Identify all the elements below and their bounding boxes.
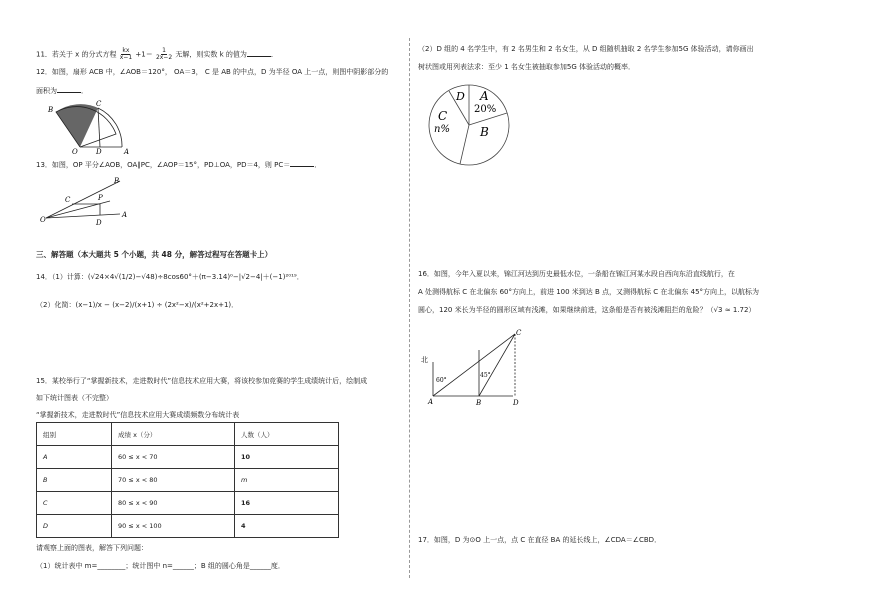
q12-label-b: B [48, 106, 54, 114]
pie-chart-figure [424, 80, 524, 170]
q16-label-d: D [513, 399, 519, 407]
q13-label-p: P [98, 194, 103, 202]
q11-fraction-2: $\frac{1}{2x-2}$ [155, 47, 173, 61]
q13-label-o: O [40, 216, 46, 224]
question-15-line2: 如下统计图表（不完整） [36, 394, 113, 402]
q13-angle-figure [38, 175, 148, 230]
q11-answer-blank [247, 49, 271, 57]
question-12-line1: 12．如图，扇形 ACB 中，∠AOB＝120°， OA＝3， C 是 AB 的中点，D 为半径 OA 上一点，则图中阴影部分的 [36, 68, 389, 76]
q13-label-c: C [65, 196, 71, 204]
q13-label-b: B [114, 177, 120, 185]
pie-label-c: C [438, 109, 448, 123]
question-16-line1: 16．如图，今年入夏以来，锦江河达到历史最低水位，一条船在锦江河某水段自西向东沿直线航行，在 [418, 270, 735, 278]
q16-label-c: C [516, 329, 522, 337]
question-15-part2-line2: 树状图或用列表法求：至少 1 名女生被抽取参加5G 体验活动的概率． [418, 63, 636, 71]
question-14-part1: 14．（1）计算：(√24×4√(1/2)−√48)÷8cos60°＋(π−3.14)⁰−|√2−4|＋(−1)²⁰¹⁹． [36, 273, 304, 281]
pie-label-b: B [480, 125, 489, 139]
table-header-count: 人数（人） [235, 423, 339, 446]
question-17: 17．如图，D 为⊙O 上一点，点 C 在直径 BA 的延长线上，∠CDA＝∠CBD． [418, 536, 662, 544]
pie-label-c-percent: n% [434, 124, 450, 135]
section-3-heading: 三、解答题（本大题共 5 个小题，共 48 分，解答过程写在答题卡上） [36, 250, 273, 259]
question-15-ask: 请观察上面的图表，解答下列问题： [36, 544, 148, 552]
q12-label-d: D [96, 148, 102, 155]
q16-ship-figure [418, 328, 533, 410]
q16-angle-45: 45° [480, 372, 491, 379]
q16-sightline-ac [433, 334, 515, 396]
q13-answer-blank [290, 159, 314, 167]
question-15-line1: 15．某校举行了“掌握新技术，走进数时代”信息技术应用大赛，将该校参加竞赛的学生成绩统计后，绘制成 [36, 377, 368, 385]
q12-shaded-region [56, 104, 98, 147]
q14-expression: (x−1)/x − (x−2)/(x+1) ÷ (2x²−x)/(x²+2x+1)． [75, 301, 239, 309]
table-header-score: 成绩 x（分） [112, 423, 235, 446]
q16-label-b: B [476, 399, 482, 407]
q12-sector-figure [42, 100, 152, 155]
table-row: B 70 ≤ x < 80 m [37, 469, 339, 492]
table-row: A 60 ≤ x < 70 10 [37, 446, 339, 469]
pie-label-a-percent: 20% [474, 104, 497, 115]
question-15-sub1: （1）统计表中 m=________；统计图中 n=______；B 组的圆心角是______度． [36, 562, 285, 570]
column-divider [409, 38, 410, 578]
q13-ray-oa [46, 214, 120, 218]
q12-answer-blank [57, 85, 81, 93]
question-16-line2: A 处测得航标 C 在北偏东 60°方向上，前进 100 米到达 B 点，又测得航标 C 在北偏东 45°方向上，以航标为 [418, 288, 760, 296]
q11-fraction-1: $\frac{kx}{x-1}$ [119, 47, 133, 61]
frequency-table [36, 422, 339, 538]
question-16-line3: 圆心，120 米长为半径的圆形区域有浅滩，如果继续前进，这条船是否有被浅滩阻拦的危险？（√3 ≈ 1.72） [418, 306, 756, 314]
q12-label-a: A [124, 148, 130, 155]
table-header-group: 组别 [37, 423, 112, 446]
question-14-part2: （2）化简：(x−1)/x − (x−2)/(x+1) ÷ (2x²−x)/(x²+2x+1)． [36, 301, 239, 309]
q11-text: 11．若关于 x 的分式方程 [36, 50, 117, 59]
table-header-row [37, 423, 339, 446]
table-row: C 80 ≤ x < 90 16 [37, 492, 339, 515]
pie-label-a: A [480, 89, 489, 103]
q11-mid: +1＝ [135, 50, 153, 59]
q13-ray-ob [46, 181, 120, 218]
question-15-part2-line1: （2）D 组的 4 名学生中，有 2 名男生和 2 名女生，从 D 组随机抽取 2 名学生参加5G 体验活动，请你画出 [418, 45, 754, 53]
q12-arc [98, 108, 122, 147]
q12-label-o: O [72, 148, 78, 155]
q16-sightline-bc [479, 334, 515, 396]
q12-label-c: C [96, 100, 102, 108]
table-title: “掌握新技术，走进数时代”信息技术应用大赛成绩频数分布统计表 [36, 411, 240, 419]
q13-label-a: A [122, 211, 128, 219]
question-13: 13．如图，OP 平分∠AOB，OA∥PC，∠AOP＝15°，PD⊥OA，PD＝4，则 PC＝ ． [36, 161, 322, 169]
q16-north-label: 北 [421, 356, 428, 364]
q13-label-d: D [96, 219, 102, 227]
question-11: 11．若关于 x 的分式方程 $\frac{kx}{x-1}$ +1＝ $\frac{1}{2x-2}$ 无解，则实数 k 的值为 ． [36, 47, 278, 61]
question-12-line2: 面积为 ． [36, 87, 88, 95]
q11-post: 无解，则实数 k 的值为 [175, 50, 247, 59]
q12-segment-cd [98, 108, 100, 147]
q16-label-a: A [428, 398, 434, 406]
pie-divider-bc [460, 125, 469, 164]
table-row: D 90 ≤ x < 100 4 [37, 515, 339, 538]
q16-angle-60: 60° [436, 377, 447, 384]
pie-label-d: D [456, 90, 465, 103]
